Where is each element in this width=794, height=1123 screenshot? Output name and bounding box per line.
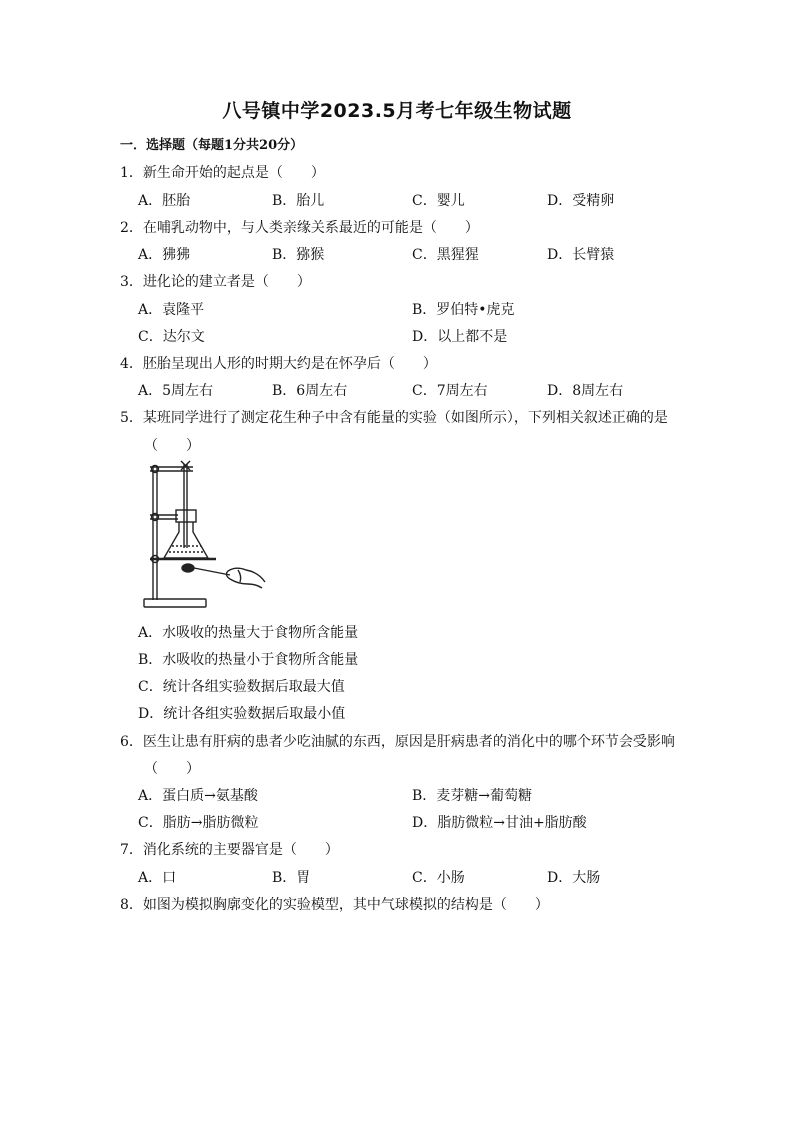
question-1-stem: 1．新生命开始的起点是（ ） [120,165,325,181]
q4-option-b: B．6周左右 [272,383,348,399]
q1-option-b: B．胎儿 [272,193,325,209]
q4-option-a: A．5周左右 [138,383,214,399]
question-6-stem: 6．医生让患有肝病的患者少吃油腻的东西，原因是肝病患者的消化中的哪个环节会受影响 [120,734,675,750]
q5-option-a: A．水吸收的热量大于食物所含能量 [138,625,359,641]
q1-option-c: C．婴儿 [412,193,465,209]
q6-option-c: C．脂肪→脂肪微粒 [138,815,259,831]
question-6-answer-blank: （ ） [144,761,200,777]
q3-option-d: D．以上都不是 [412,329,508,345]
page-title: 八号镇中学2023.5月考七年级生物试题 [222,100,572,122]
question-4-stem: 4．胚胎呈现出人形的时期大约是在怀孕后（ ） [120,356,437,372]
q4-option-d: D．8周左右 [547,383,624,399]
question-7-stem: 7．消化系统的主要器官是（ ） [120,842,339,858]
q2-option-d: D．长臂猿 [547,247,615,263]
q6-option-b: B．麦芽糖→葡萄糖 [412,788,533,804]
q4-option-c: C．7周左右 [412,383,488,399]
question-5-stem: 5．某班同学进行了测定花生种子中含有能量的实验（如图所示），下列相关叙述正确的是 [120,410,668,426]
question-5-answer-blank: （ ） [144,438,200,454]
q6-option-d: D．脂肪微粒→甘油+脂肪酸 [412,815,587,831]
peanut-energy-apparatus-figure [138,458,268,617]
section-heading: 一．选择题（每题1分共20分） [120,138,304,153]
q3-option-c: C．达尔文 [138,329,205,345]
q2-option-b: B．猕猴 [272,247,325,263]
q2-option-c: C．黑猩猩 [412,247,479,263]
question-3-stem: 3．进化论的建立者是（ ） [120,274,311,290]
q5-option-c: C．统计各组实验数据后取最大值 [138,679,345,695]
q2-option-a: A．狒狒 [138,247,191,263]
q7-option-c: C．小肠 [412,870,465,886]
question-8-stem: 8．如图为模拟胸廓变化的实验模型，其中气球模拟的结构是（ ） [120,897,549,913]
q3-option-a: A．袁隆平 [138,302,205,318]
q5-option-b: B．水吸收的热量小于食物所含能量 [138,652,359,668]
q5-option-d: D．统计各组实验数据后取最小值 [138,706,346,722]
q1-option-a: A．胚胎 [138,193,191,209]
q3-option-b: B．罗伯特•虎克 [412,302,515,318]
q1-option-d: D．受精卵 [547,193,615,209]
q7-option-a: A．口 [138,870,177,886]
q7-option-d: D．大肠 [547,870,601,886]
question-2-stem: 2．在哺乳动物中，与人类亲缘关系最近的可能是（ ） [120,220,479,236]
q6-option-a: A．蛋白质→氨基酸 [138,788,258,804]
q7-option-b: B．胃 [272,870,311,886]
apparatus-drawing [138,458,268,613]
